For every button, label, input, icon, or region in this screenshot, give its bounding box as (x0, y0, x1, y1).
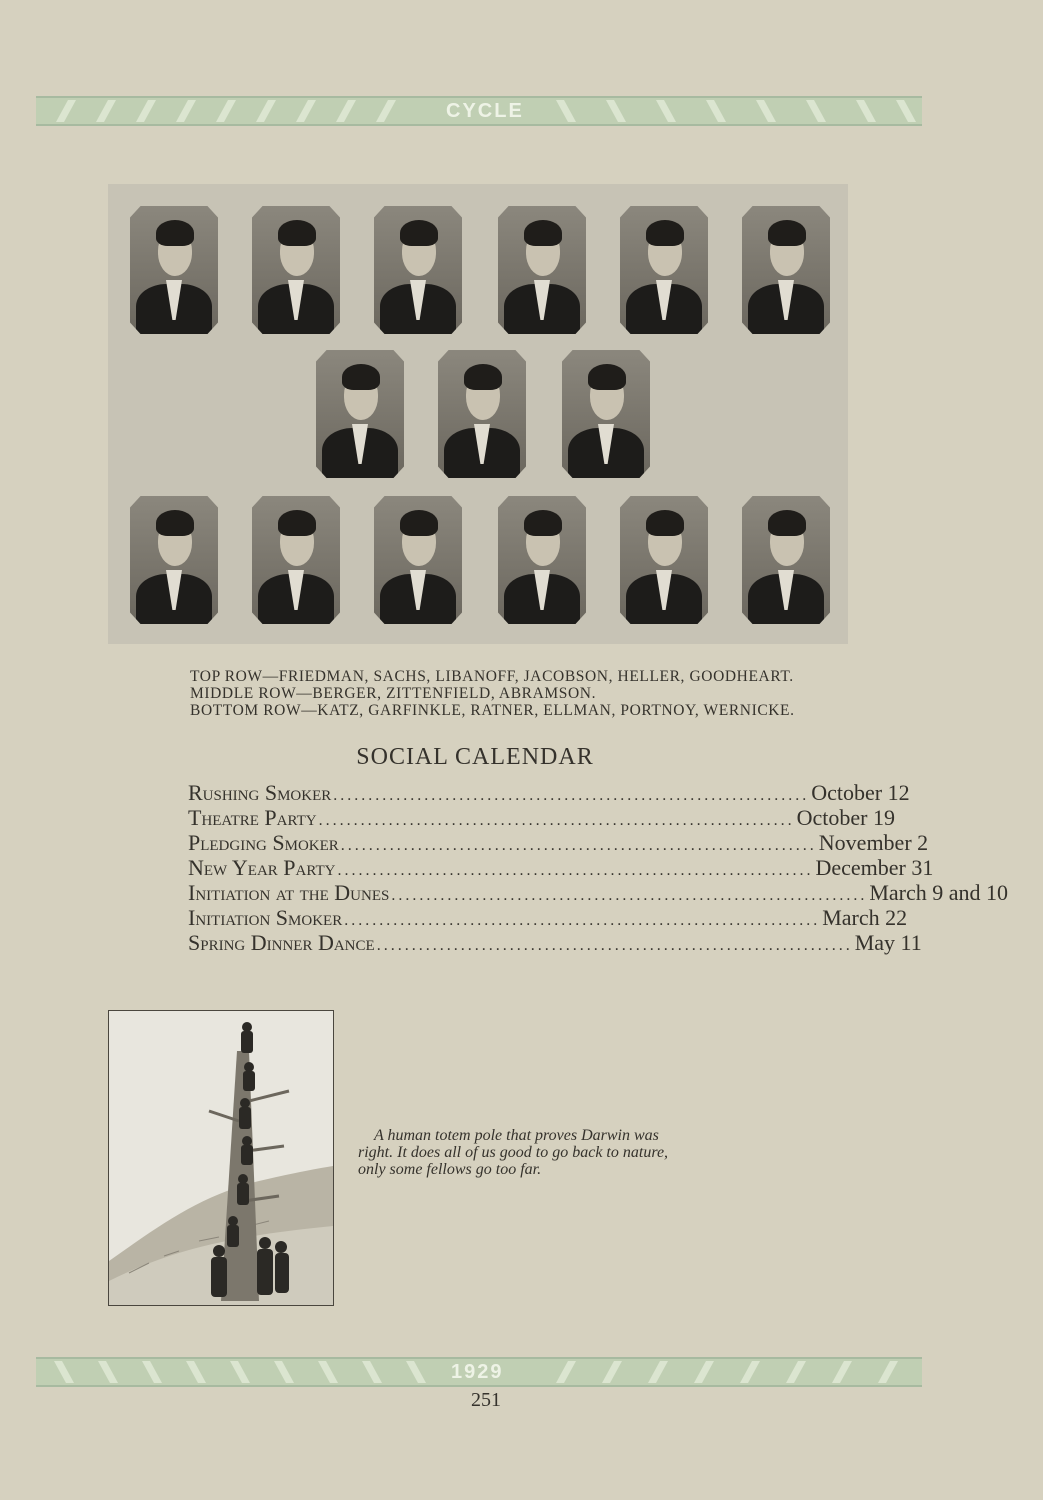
calendar-date: November 2 (818, 830, 929, 855)
portrait (498, 496, 586, 624)
calendar-entry (188, 830, 929, 855)
totem-caption-line: only some fellows go too far. (358, 1161, 542, 1178)
totem-caption (358, 1127, 738, 1178)
calendar-title: SOCIAL CALENDAR (356, 744, 594, 770)
leader-dots: .................................................................... (344, 912, 821, 929)
calendar-entry (188, 880, 1009, 905)
portrait (438, 350, 526, 478)
portrait (252, 496, 340, 624)
totem-illustration (109, 1011, 333, 1305)
calendar-entry (188, 905, 908, 930)
calendar-date: March 9 and 10 (869, 880, 1009, 905)
totem-pole-photo (108, 1010, 334, 1306)
leader-dots: .................................................................... (376, 937, 853, 954)
calendar-event: Pledging Smoker (188, 830, 339, 855)
calendar-entry (188, 805, 895, 830)
portrait (252, 206, 340, 334)
leader-dots: .................................................................... (333, 787, 810, 804)
portrait (130, 496, 218, 624)
footer-band-label: 1929 (441, 1360, 514, 1384)
caption-middle-row: MIDDLE ROW—BERGER, ZITTENFIELD, ABRAMSON. (190, 685, 597, 702)
calendar-event: Initiation at the Dunes (188, 880, 390, 905)
portrait (742, 206, 830, 334)
footer-band (36, 1357, 922, 1387)
calendar-date: December 31 (815, 855, 934, 880)
totem-caption-line: A human totem pole that proves Darwin was (374, 1127, 659, 1144)
calendar-entry (188, 855, 934, 880)
calendar-list (188, 780, 1009, 955)
calendar-event: Theatre Party (188, 805, 317, 830)
portrait (620, 496, 708, 624)
calendar-entry (188, 930, 922, 955)
portrait (498, 206, 586, 334)
portrait (374, 206, 462, 334)
totem-caption-line: right. It does all of us good to go back to nature, (358, 1144, 669, 1161)
leader-dots: .................................................................... (340, 837, 817, 854)
page-number: 251 (471, 1389, 501, 1411)
leader-dots: .................................................................... (391, 887, 868, 904)
header-band (36, 96, 922, 126)
group-photo-caption (190, 668, 830, 719)
calendar-event: Spring Dinner Dance (188, 930, 375, 955)
caption-top-row: TOP ROW—FRIEDMAN, SACHS, LIBANOFF, JACOBSON, HELLER, GOODHEART. (190, 668, 794, 685)
portrait (620, 206, 708, 334)
calendar-entry (188, 780, 910, 805)
leader-dots: .................................................................... (318, 812, 795, 829)
leader-dots: .................................................................... (337, 862, 814, 879)
calendar-date: May 11 (854, 930, 922, 955)
header-band-label: CYCLE (436, 99, 534, 123)
group-photo (108, 184, 848, 644)
portrait (316, 350, 404, 478)
portrait (374, 496, 462, 624)
portrait (562, 350, 650, 478)
calendar-event: Rushing Smoker (188, 780, 332, 805)
calendar-date: March 22 (822, 905, 908, 930)
portrait (130, 206, 218, 334)
calendar-event: New Year Party (188, 855, 336, 880)
caption-bottom-row: BOTTOM ROW—KATZ, GARFINKLE, RATNER, ELLMAN, PORTNOY, WERNICKE. (190, 702, 795, 719)
calendar-date: October 19 (796, 805, 895, 830)
calendar-date: October 12 (811, 780, 910, 805)
portrait (742, 496, 830, 624)
calendar-event: Initiation Smoker (188, 905, 343, 930)
